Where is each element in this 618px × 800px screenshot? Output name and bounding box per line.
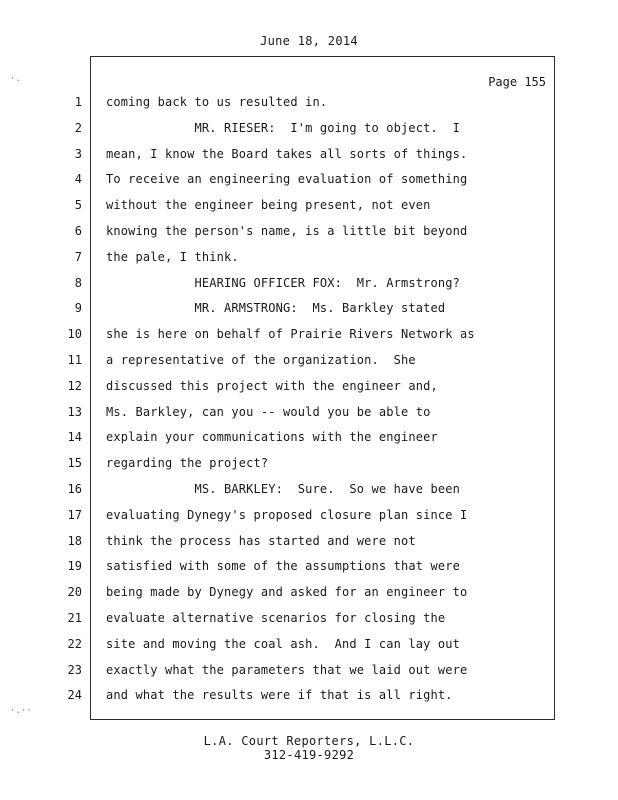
transcript-line: knowing the person's name, is a little bit beyond — [106, 224, 468, 238]
transcript-line: evaluate alternative scenarios for closing the — [106, 611, 446, 625]
line-number: 21 — [67, 611, 82, 625]
transcript-line: being made by Dynegy and asked for an engineer to — [106, 585, 468, 599]
transcript-line: discussed this project with the engineer and, — [106, 379, 438, 393]
reporter-phone: 312-419-9292 — [263, 748, 355, 762]
line-number: 6 — [74, 224, 82, 238]
line-number: 17 — [67, 508, 82, 522]
line-number: 14 — [67, 430, 82, 444]
scan-speck: ·.·· — [10, 706, 32, 716]
transcript-line: satisfied with some of the assumptions that were — [106, 559, 460, 573]
transcript-line: regarding the project? — [106, 456, 269, 470]
line-number: 20 — [67, 585, 82, 599]
transcript-line: and what the results were if that is all right. — [106, 688, 453, 702]
transcript-line: MR. ARMSTRONG: Ms. Barkley stated — [106, 301, 446, 315]
line-number: 13 — [67, 405, 82, 419]
line-number: 8 — [74, 276, 82, 290]
line-number: 9 — [74, 301, 82, 315]
line-number: 23 — [67, 663, 82, 677]
page-number: Page 155 — [488, 75, 546, 89]
transcript-line: mean, I know the Board takes all sorts of things. — [106, 147, 468, 161]
line-number: 15 — [67, 456, 82, 470]
transcript-line: she is here on behalf of Prairie Rivers Network as — [106, 327, 475, 341]
transcript-line: explain your communications with the engineer — [106, 430, 438, 444]
transcript-line: without the engineer being present, not even — [106, 198, 431, 212]
line-number: 24 — [67, 688, 82, 702]
line-number: 7 — [74, 250, 82, 264]
transcript-line: the pale, I think. — [106, 250, 239, 264]
line-number: 22 — [67, 637, 82, 651]
line-number: 2 — [74, 121, 82, 135]
transcript-line: coming back to us resulted in. — [106, 95, 328, 109]
scan-speck: ·. — [10, 74, 21, 84]
line-number: 16 — [67, 482, 82, 496]
transcript-line: site and moving the coal ash. And I can lay out — [106, 637, 460, 651]
line-number: 1 — [74, 95, 82, 109]
transcript-line: To receive an engineering evaluation of something — [106, 172, 468, 186]
transcript-date: June 18, 2014 — [260, 34, 358, 48]
line-number: 10 — [67, 327, 82, 341]
transcript-line: HEARING OFFICER FOX: Mr. Armstrong? — [106, 276, 460, 290]
reporter-company: L.A. Court Reporters, L.L.C. — [203, 734, 415, 748]
line-number: 19 — [67, 559, 82, 573]
line-number: 11 — [67, 353, 82, 367]
transcript-line: Ms. Barkley, can you -- would you be able to — [106, 405, 431, 419]
transcript-line: a representative of the organization. She — [106, 353, 416, 367]
line-number: 5 — [74, 198, 82, 212]
transcript-line: MS. BARKLEY: Sure. So we have been — [106, 482, 460, 496]
line-number: 12 — [67, 379, 82, 393]
line-number: 3 — [74, 147, 82, 161]
transcript-line: think the process has started and were not — [106, 534, 416, 548]
transcript-line: evaluating Dynegy's proposed closure plan since I — [106, 508, 468, 522]
transcript-line: MR. RIESER: I'm going to object. I — [106, 121, 460, 135]
line-number: 4 — [74, 172, 82, 186]
line-number: 18 — [67, 534, 82, 548]
transcript-line: exactly what the parameters that we laid out were — [106, 663, 468, 677]
